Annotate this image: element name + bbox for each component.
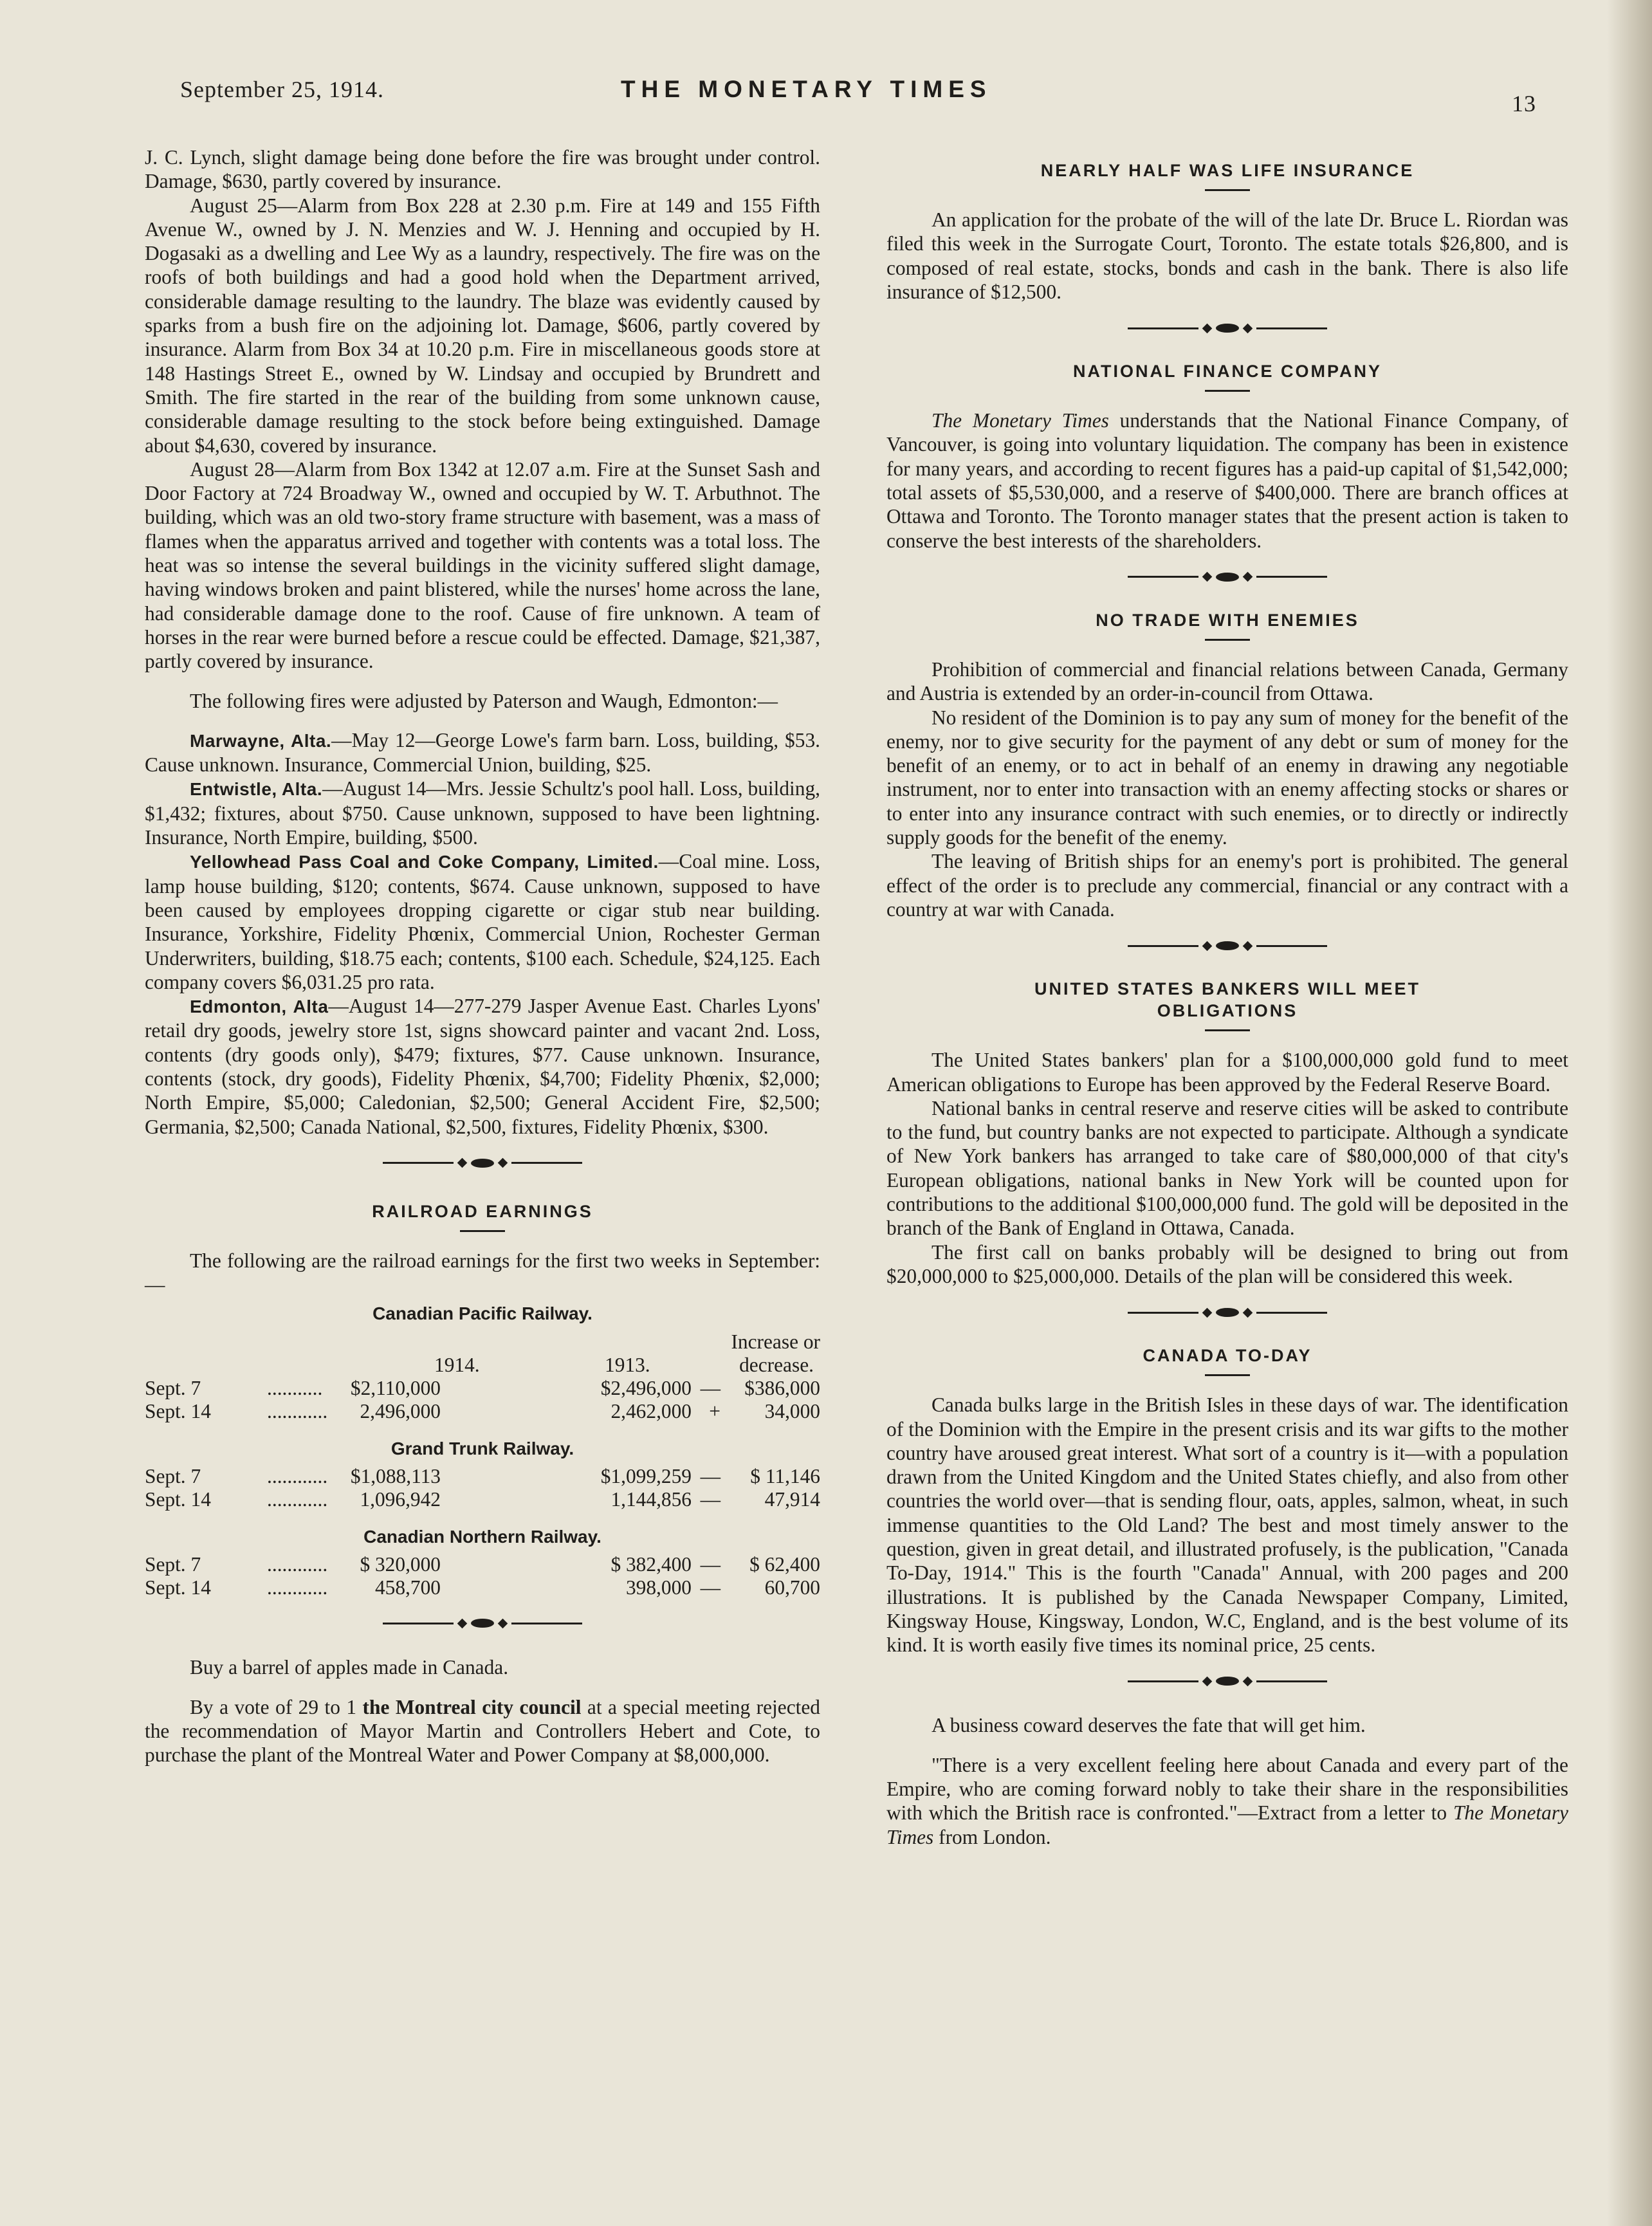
dot-leader: ............ — [267, 1399, 328, 1422]
section-heading-railroad-earnings: RAILROAD EARNINGS — [372, 1201, 593, 1221]
cell-difference: $ 11,146 — [750, 1465, 820, 1488]
entry-heading: Marwayne, Alta. — [190, 730, 332, 751]
cell-sign: — — [700, 1576, 720, 1599]
section-heading-national-finance: NATIONAL FINANCE COMPANY — [1073, 362, 1382, 382]
entry-heading: Entwistle, Alta. — [190, 779, 323, 800]
paragraph: National banks in central reserve and reserve cities will be asked to contribute to the fund, but country banks are not expected to participate. Although a syndicate of New York bankers has arranged to take care of $80,000,000 of that city's European obligations, national banks in New York will be counted upon for contributions to the additional $100,000,000 fund. The gold will be deposited in the branch of the Bank of England in Ottawa, Canada. — [886, 1096, 1568, 1240]
ornament-divider — [886, 941, 1568, 951]
table-row — [145, 1376, 820, 1399]
table-row — [145, 1576, 820, 1599]
text-run: from London. — [933, 1825, 1051, 1848]
table-row — [145, 1487, 820, 1511]
heading-rule — [1205, 639, 1250, 641]
row-label: Sept. 7 — [145, 1553, 201, 1576]
text-run-italic: The Monetary Times — [932, 409, 1109, 432]
table-row — [145, 1552, 820, 1576]
paragraph: The following fires were adjusted by Paterson and Waugh, Edmonton:— — [190, 689, 778, 712]
ornament-divider — [145, 1618, 820, 1628]
paragraph: Prohibition of commercial and financial relations between Canada, Germany and Austria is extended by an order-in-council from Ottawa. — [886, 658, 1568, 705]
left-column — [145, 145, 820, 1767]
entry-text: —Coal mine. Loss, lamp house building, $120; contents, $674. Cause unknown, supposed to have been caused by employees dropping cigarette or cigar stub near building. Insurance, Yorkshire, Fidelity Phœnix, Commercial Union, Rochester German Underwriters, building, $18.75 each; contents, $100 each. Schedule, $24,125. Each company covers $6,031.25 pro rata. — [145, 850, 820, 993]
cell-1914: $1,088,113 — [350, 1465, 441, 1488]
table-heading: Canadian Northern Railway. — [363, 1527, 601, 1547]
cell-1913: 2,462,000 — [610, 1399, 692, 1422]
cell-difference: $ 62,400 — [749, 1553, 820, 1576]
entry-heading: Yellowhead Pass Coal and Coke Company, Limited. — [190, 852, 659, 872]
paragraph — [145, 1695, 820, 1767]
fire-entry — [145, 777, 820, 849]
ornament-divider — [886, 1307, 1568, 1318]
ornament-divider — [886, 323, 1568, 333]
ornament-divider — [886, 572, 1568, 582]
paragraph: J. C. Lynch, slight damage being done before the fire was brought under control. Damage, $630, partly covered by insurance. — [145, 146, 820, 193]
entry-text: —May 12—George Lowe's farm barn. Loss, building, $53. Cause unknown. Insurance, Commercial Union, building, $25. — [145, 728, 820, 777]
cell-1914: 458,700 — [374, 1576, 441, 1599]
cell-sign: + — [709, 1399, 720, 1422]
entry-text: —August 14—Mrs. Jessie Schultz's pool hall. Loss, building, $1,432; fixtures, about $750. Cause unknown, supposed to have been lightning. Insurance, North Empire, building, $500. — [145, 777, 820, 849]
paragraph — [886, 409, 1568, 553]
row-label: Sept. 7 — [145, 1465, 201, 1488]
column-header: 1913. — [605, 1353, 650, 1376]
text-run: understands that the National Finance Company, of Vancouver, is going into voluntary liquidation. The company has been in existence for many years, and according to recent figures has a paid-up capital of $1,542,000; total assets of $5,530,000, and a reserve of $400,000. There are branch offices at Ottawa and Toronto. The Toronto manager states that the present action is taken to conserve the best interests of the shareholders. — [886, 409, 1568, 552]
cell-difference: $386,000 — [744, 1376, 820, 1399]
table-heading: Grand Trunk Railway. — [390, 1438, 574, 1458]
fire-entry — [145, 994, 820, 1139]
cell-1914: 2,496,000 — [360, 1399, 441, 1422]
row-label: Sept. 14 — [145, 1399, 211, 1422]
paragraph: August 28—Alarm from Box 1342 at 12.07 a.m. Fire at the Sunset Sash and Door Factory at 724 Broadway W., owned and occupied by W. T. Arbuthnot. The building, which was an old two-story frame structure with basement, was a mass of flames when the apparatus arrived and together with contents was a total loss. The heat was so intense the several buildings in the vicinity suffered slight damage, having windows broken and paint blistered, while the nurses' home across the lane, had considerable damage done to the roof. Cause of fire unknown. A team of horses in the rear were burned before a rescue could be effected. Damage, $21,387, partly covered by insurance. — [145, 457, 820, 673]
ornament-divider — [145, 1158, 820, 1168]
cell-difference: 47,914 — [764, 1488, 820, 1511]
dot-leader: ............ — [267, 1488, 328, 1511]
paragraph: August 25—Alarm from Box 228 at 2.30 p.m. Fire at 149 and 155 Fifth Avenue W., owned by J. N. Menzies and W. J. Henning and occupied by H. Dogasaki as a dwelling and Lee Wy as a laundry, respectively. The fire was on the roofs of both buildings and had a good hold when the Department arrived, considerable damage resulting to the laundry. The blaze was evidently caused by sparks from a bush fire on the adjoining lot. Damage, $606, partly covered by insurance. Alarm from Box 34 at 10.20 p.m. Fire in miscellaneous goods store at 148 Hastings Street E., owned by W. Lindsay and occupied by Brundrett and Smith. The fire started in the rear of the building from some unknown cause, considerable damage resulting to the stock before being extinguished. Damage about $4,630, covered by insurance. — [145, 194, 820, 457]
text-run-italic: The Monetary Times — [886, 1801, 1568, 1848]
heading-rule — [1205, 189, 1250, 191]
heading-rule — [1205, 1374, 1250, 1376]
cell-sign: — — [700, 1465, 720, 1488]
dot-leader: ............ — [267, 1553, 328, 1576]
paragraph: A business coward deserves the fate that will get him. — [932, 1714, 1366, 1737]
table-header-row — [145, 1353, 820, 1376]
running-head-title: THE MONETARY TIMES — [621, 76, 992, 102]
column-header: Increase or — [731, 1330, 820, 1353]
paragraph: The United States bankers' plan for a $100,000,000 gold fund to meet American obligations to Europe has been approved by the Federal Reserve Board. — [886, 1049, 1568, 1096]
running-head-date: September 25, 1914. — [180, 77, 384, 102]
fire-entry — [145, 728, 820, 777]
table-header-row — [145, 1330, 820, 1353]
paragraph: The first call on banks probably will be designed to bring out from $20,000,000 to $25,000,000. Details of the plan will be considered this week. — [886, 1240, 1568, 1287]
cell-1914: 1,096,942 — [360, 1488, 441, 1511]
column-header: 1914. — [434, 1353, 480, 1376]
entry-heading: Edmonton, Alta — [190, 997, 329, 1017]
cell-difference: 60,700 — [764, 1576, 820, 1599]
page-edge-shadow — [1607, 0, 1652, 2226]
cell-1914: $ 320,000 — [360, 1553, 441, 1576]
section-heading-canada-today: CANADA TO-DAY — [1143, 1346, 1312, 1366]
dot-leader: ............ — [267, 1576, 328, 1599]
table-row — [145, 1464, 820, 1487]
cell-1913: $2,496,000 — [600, 1376, 692, 1399]
section-heading-us-bankers — [886, 978, 1568, 1022]
heading-rule — [460, 1230, 505, 1232]
section-heading-life-insurance: NEARLY HALF WAS LIFE INSURANCE — [1040, 161, 1415, 180]
heading-rule — [1205, 1029, 1250, 1031]
column-header: decrease. — [739, 1353, 814, 1376]
railroad-earnings-tables — [145, 1302, 820, 1599]
row-label: Sept. 14 — [145, 1488, 211, 1511]
cell-sign: — — [700, 1553, 720, 1576]
entry-text: —August 14—277-279 Jasper Avenue East. Charles Lyons' retail dry goods, jewelry store 1st, signs showcard painter and vacant 2nd. Loss, contents (dry goods only), $479; fixtures, $77. Cause unknown. Insurance, contents (stock, dry goods), Fidelity Phœnix, $4,700; Fidelity Phœnix, $2,000; North Empire, $5,000; Caledonian, $2,500; General Accident Fire, $2,500; Germania, $2,500; Canada National, $2,500, fixtures, Fidelity Phœnix, $300. — [145, 995, 820, 1138]
cell-sign: — — [700, 1376, 720, 1399]
cell-1913: $ 382,400 — [610, 1553, 692, 1576]
cell-sign: — — [700, 1488, 720, 1511]
cell-1913: $1,099,259 — [600, 1465, 692, 1488]
row-label: Sept. 14 — [145, 1576, 211, 1599]
text-run: By a vote of 29 to 1 — [190, 1695, 363, 1718]
cell-1914: $2,110,000 — [350, 1376, 441, 1399]
paragraph: The leaving of British ships for an enemy's port is prohibited. The general effect of the order is to preclude any commercial, financial or any contract with a country at war with Canada. — [886, 850, 1568, 921]
fire-entry — [145, 849, 820, 994]
cell-difference: 34,000 — [764, 1399, 820, 1422]
heading-rule — [1205, 390, 1250, 392]
paragraph: The following are the railroad earnings for the first two weeks in September:— — [145, 1249, 820, 1296]
section-heading-no-trade: NO TRADE WITH ENEMIES — [1096, 610, 1359, 630]
table-heading: Canadian Pacific Railway. — [372, 1303, 592, 1324]
dot-leader: ........... — [267, 1376, 323, 1399]
row-label: Sept. 7 — [145, 1376, 201, 1399]
ornament-divider — [886, 1676, 1568, 1686]
paragraph: Buy a barrel of apples made in Canada. — [190, 1656, 509, 1679]
paragraph: No resident of the Dominion is to pay any sum of money for the benefit of the enemy, nor to give security for the payment of any debt or sum of money for the benefit of an enemy, or to act in behalf of an enemy in drawing any negotiable instrument, nor to enter into transaction with an enemy affecting stocks or shares or to enter into any insurance contract with such enemies, or to directly or indirectly supply goods for the benefit of the enemy. — [886, 706, 1568, 849]
dot-leader: ............ — [267, 1465, 328, 1488]
heading-line: UNITED STATES BANKERS WILL MEET — [1034, 979, 1420, 999]
paragraph: An application for the probate of the will of the late Dr. Bruce L. Riordan was filed this week in the Surrogate Court, Toronto. The estate totals $26,800, and is composed of real estate, stocks, bonds and cash in the bank. There is also life insurance of $12,500. — [886, 208, 1568, 303]
text-run-bold: the Montreal city council — [362, 1695, 582, 1718]
text-run: at a special meeting rejected the recommendation of Mayor Martin and Controllers Hebert and Cote, to purchase the plant of the Montreal Water and Power Company at $8,000,000. — [145, 1695, 820, 1767]
page-number: 13 — [1512, 91, 1536, 116]
cell-1913: 1,144,856 — [610, 1488, 692, 1511]
cell-1913: 398,000 — [625, 1576, 692, 1599]
text-run: "There is a very excellent feeling here about Canada and every part of the Empire, who are coming forward nobly to take their share in the responsibilities with which the British race is confronted."—Extract from a letter to — [886, 1753, 1568, 1825]
heading-line: OBLIGATIONS — [1157, 1001, 1298, 1021]
paragraph — [886, 1753, 1568, 1849]
paragraph: Canada bulks large in the British Isles in these days of war. The identification of the Dominion with the Empire in the present crisis and its war gifts to the mother country have aroused great interest. What sort of a country is it—with a population drawn from the United Kingdom and the United States chiefly, and also from other countries the world over—that is sending flour, oats, apples, salmon, wheat, in such immense quantities to the Old Land? The best and most timely answer to the question, given in great detail, and illustrated profusely, is the publication, "Canada To-Day, 1914." This is the fourth "Canada" Annual, with 200 pages and 200 illustrations. It is published by the Canada Newspaper Company, Limited, Kingsway House, Kingsway, London, W.C, England, and is the best volume of its kind. It is worth easily five times its nominal price, 25 cents. — [886, 1394, 1568, 1657]
table-row — [145, 1399, 820, 1422]
right-column — [886, 145, 1568, 1849]
